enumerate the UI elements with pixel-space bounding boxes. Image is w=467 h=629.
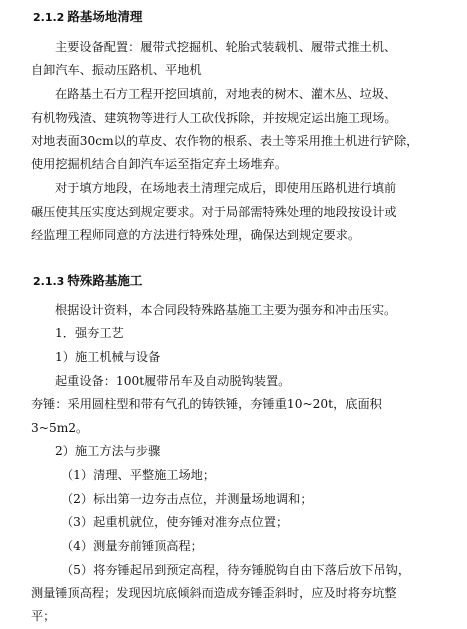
subheading-dynamic-compaction: 1．强夯工艺	[55, 326, 124, 340]
paragraph-line: 夯锤：采用圆柱型和带有气孔的铸铁锤，夯锤重10~20t，底面积	[31, 397, 382, 411]
paragraph-line: 自卸汽车、振动压路机、平地机	[31, 63, 202, 77]
paragraph-line: 测量锤顶高程；发现因坑底倾斜而造成夯锤歪斜时，应及时将夯坑整	[31, 586, 397, 600]
paragraph-line: 根据设计资料，本合同段特殊路基施工主要为强夯和冲击压实。	[55, 303, 397, 317]
section-title: 路基场地清理	[67, 9, 143, 24]
paragraph-line: 碾压使其压实度达到规定要求。对于局部需特殊处理的地段按设计或	[31, 205, 397, 219]
paragraph-line: 平；	[31, 609, 56, 623]
section-number: 2.1.3	[33, 275, 65, 288]
section-heading-special-subgrade	[33, 273, 142, 290]
paragraph-line: 使用挖掘机结合自卸汽车运至指定弃土场堆弃。	[31, 157, 287, 171]
paragraph-line: 对于填方地段，在场地表土清理完成后，即使用压路机进行填前	[55, 181, 397, 195]
list-item: （3）起重机就位，使夯锤对准夯点位置；	[61, 515, 289, 529]
paragraph-line: 3~5m2。	[31, 421, 89, 435]
list-item: （2）标出第一边夯击点位，并测量场地调和；	[61, 492, 313, 506]
list-item: （1）清理、平整施工场地；	[61, 468, 216, 482]
paragraph-line: 对地表面30cm以的草皮、农作物的根系、表土等采用推土机进行铲除，	[31, 134, 419, 148]
paragraph-line: 经监理工程师同意的方法进行特殊处理，确保达到规定要求。	[31, 228, 361, 242]
list-item: （4）测量夯前锤顶高程；	[61, 539, 203, 553]
subheading-machinery: 1）施工机械与设备	[55, 350, 161, 364]
section-title: 特殊路基施工	[67, 273, 143, 288]
paragraph-line: 有机物残渣、建筑物等进行人工砍伐拆除，并按规定运出施工现场。	[31, 111, 397, 125]
subheading-method-steps: 2）施工方法与步骤	[55, 444, 161, 458]
paragraph-line: 主要设备配置：履带式挖掘机、轮胎式装载机、履带式推土机、	[55, 40, 397, 54]
section-heading-site-clearing	[33, 9, 142, 26]
paragraph-line: 在路基土石方工程开挖回填前，对地表的树木、灌木丛、垃圾、	[55, 87, 397, 101]
paragraph-line: 起重设备：100t履带吊车及自动脱钩装置。	[55, 374, 291, 388]
list-item: （5）将夯锤起吊到预定高程，待夯锤脱钩自由下落后放下吊钩，	[61, 563, 411, 577]
section-number: 2.1.2	[33, 11, 65, 24]
